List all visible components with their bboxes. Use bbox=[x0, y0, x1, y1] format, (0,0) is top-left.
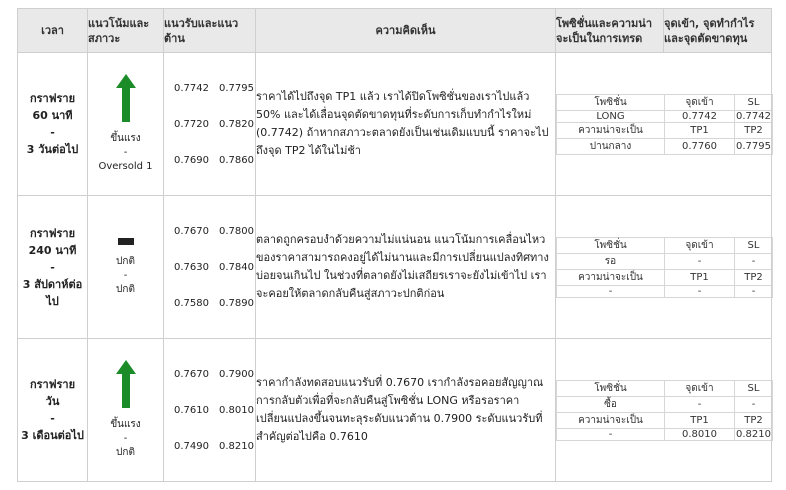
trend-cell bbox=[88, 53, 164, 196]
position-grid-cell: - bbox=[735, 253, 773, 269]
trend-label: ปกติ bbox=[116, 255, 135, 267]
level-pair bbox=[164, 249, 255, 285]
level-pair bbox=[164, 356, 255, 392]
resistance-level: 0.7795 bbox=[219, 82, 254, 94]
support-level: 0.7742 bbox=[174, 82, 209, 94]
position-grid-cell: โพซิชั่น bbox=[557, 94, 665, 110]
header-comment: ความคิดเห็น bbox=[256, 9, 556, 53]
position-grid-cell: TP1 bbox=[665, 269, 735, 285]
trend-separator: - bbox=[123, 269, 128, 281]
position-grid-cell: SL bbox=[735, 237, 773, 253]
position-grid-cell: - bbox=[557, 428, 665, 440]
position-grid-cell: - bbox=[665, 285, 735, 297]
condition-label: ปกติ bbox=[116, 283, 135, 295]
level-pair bbox=[164, 106, 255, 142]
position-grid-cell: จุดเข้า bbox=[665, 94, 735, 110]
timeframe-line-4: 3 เดือนต่อไป bbox=[21, 429, 84, 442]
header-trend: แนวโน้มและสภาวะ bbox=[88, 9, 164, 53]
position-grid-cell: - bbox=[735, 396, 773, 412]
comment-cell: ราคาได้ไปถึงจุด TP1 แล้ว เราได้ปิดโพซิชั่นของเราไปแล้ว 50% และได้เลื่อนจุดตัดขาดทุนที่ระดับการเก็บทำกำไรใหม่ (0.7742) ถ้าหากสภาวะตลาดยังเป็นเช่นเดิมแบบนี้ ราคาจะไปถึงจุด TP2 ได้ในไม่ช้า bbox=[256, 53, 556, 196]
position-grid-cell: ความน่าจะเป็น bbox=[557, 122, 665, 138]
timeframe-line-2: 240 นาที bbox=[28, 243, 77, 257]
position-grid-cell: 0.8210 bbox=[736, 428, 771, 440]
support-level: 0.7490 bbox=[174, 440, 209, 452]
support-resistance-cell bbox=[164, 339, 256, 482]
position-grid-cell: - bbox=[665, 396, 735, 412]
trend-label: ขึ้นแรง bbox=[110, 133, 141, 144]
timeframe-cell bbox=[18, 53, 88, 196]
level-pair bbox=[164, 142, 255, 178]
position-grid bbox=[556, 380, 773, 441]
position-grid-cell: จุดเข้า bbox=[665, 380, 735, 396]
header-position: โพซิชั่นและความน่าจะเป็นในการเทรด bbox=[556, 9, 664, 53]
position-grid-cell: 0.7795 bbox=[735, 138, 773, 154]
table-row bbox=[18, 339, 772, 482]
position-grid-cell: - bbox=[665, 253, 735, 269]
header-time: เวลา bbox=[18, 9, 88, 53]
position-grid-cell: รอ bbox=[557, 253, 665, 269]
position-grid-cell: - bbox=[557, 285, 665, 297]
position-entry-cell bbox=[556, 53, 772, 196]
trend-cell bbox=[88, 339, 164, 482]
timeframe-separator: - bbox=[50, 412, 55, 425]
timeframe-line-4: 3 สัปดาห์ต่อไป bbox=[22, 277, 83, 308]
trend-cell bbox=[88, 196, 164, 339]
position-entry-cell bbox=[556, 339, 772, 482]
comment-cell: ตลาดถูกครอบงำด้วยความไม่แน่นอน แนวโน้มการเคลื่อนไหวของราคาสามารถคงอยู่ได้ไม่นานและมีการเปลี่ยนแปลงทิศทางบ่อยจนเกินไป ในช่วงที่ตลาดยังไม่เสถียรเราจะยังไม่เข้าไป เราจะคอยให้ตลาดกลับคืนสู่สภาวะปกติก่อน bbox=[256, 196, 556, 339]
resistance-level: 0.8210 bbox=[219, 440, 254, 452]
position-grid-cell: SL bbox=[735, 94, 773, 110]
support-level: 0.7610 bbox=[174, 404, 209, 416]
trend-separator: - bbox=[123, 147, 128, 158]
position-grid-cell: TP2 bbox=[735, 412, 773, 428]
position-grid-cell: LONG bbox=[557, 110, 665, 122]
timeframe-line-2: 60 นาที bbox=[32, 109, 73, 122]
position-grid bbox=[556, 94, 773, 155]
timeframe-cell bbox=[18, 339, 88, 482]
position-grid-cell: ความน่าจะเป็น bbox=[557, 269, 665, 285]
position-grid-cell: - bbox=[735, 285, 773, 297]
arrow-up-icon bbox=[88, 360, 163, 408]
resistance-level: 0.7840 bbox=[219, 261, 254, 273]
timeframe-line-1: กราฟราย bbox=[29, 378, 76, 391]
position-grid-cell: TP1 bbox=[665, 412, 735, 428]
position-grid-cell: 0.7760 bbox=[665, 138, 735, 154]
timeframe-cell bbox=[18, 196, 88, 339]
resistance-level: 0.7860 bbox=[219, 154, 254, 166]
timeframe-line-1: กราฟราย bbox=[29, 226, 76, 240]
timeframe-separator: - bbox=[50, 126, 55, 139]
position-grid-cell: โพซิชั่น bbox=[557, 237, 665, 253]
support-level: 0.7630 bbox=[174, 261, 209, 273]
timeframe-line-2: วัน bbox=[45, 395, 60, 408]
support-resistance-cell bbox=[164, 53, 256, 196]
level-pair bbox=[164, 70, 255, 106]
level-pair bbox=[164, 428, 255, 464]
support-level: 0.7670 bbox=[174, 225, 209, 237]
position-grid-cell: TP2 bbox=[735, 122, 773, 138]
resistance-level: 0.8010 bbox=[219, 404, 254, 416]
condition-label: Oversold 1 bbox=[98, 161, 153, 172]
support-level: 0.7690 bbox=[174, 154, 209, 166]
support-level: 0.7670 bbox=[174, 368, 209, 380]
resistance-level: 0.7800 bbox=[219, 225, 254, 237]
timeframe-separator: - bbox=[50, 260, 55, 274]
header-entry: จุดเข้า, จุดทำกำไรและจุดตัดขาดทุน bbox=[664, 9, 772, 53]
trend-label: ขึ้นแรง bbox=[110, 419, 141, 430]
position-grid-cell: 0.7742 bbox=[736, 110, 771, 122]
position-grid-cell: ซื้อ bbox=[557, 396, 665, 412]
condition-label: ปกติ bbox=[116, 447, 135, 458]
resistance-level: 0.7900 bbox=[219, 368, 254, 380]
position-grid-cell: 0.7742 bbox=[665, 110, 735, 122]
header-support-resistance: แนวรับและแนวต้าน bbox=[164, 9, 256, 53]
forecast-table bbox=[17, 8, 772, 482]
position-grid-cell: ปานกลาง bbox=[557, 138, 665, 154]
comment-cell: ราคากำลังทดสอบแนวรับที่ 0.7670 เรากำลังรอคอยสัญญาณการกลับตัวเพื่อที่จะกลับคืนสู่โพซิชั่น LONG หรือรอราคาเปลี่ยนแปลงขึ้นจนทะลุระดับแนวต้าน 0.7900 ระดับแนวรับที่สำคัญต่อไปคือ 0.7610 bbox=[256, 339, 556, 482]
arrow-up-icon bbox=[88, 74, 163, 122]
table-row bbox=[18, 196, 772, 339]
level-pair bbox=[164, 285, 255, 321]
level-pair bbox=[164, 213, 255, 249]
timeframe-line-4: 3 วันต่อไป bbox=[26, 143, 79, 156]
support-level: 0.7720 bbox=[174, 118, 209, 130]
resistance-level: 0.7820 bbox=[219, 118, 254, 130]
table-row bbox=[18, 53, 772, 196]
position-grid-cell: SL bbox=[735, 380, 773, 396]
position-entry-cell bbox=[556, 196, 772, 339]
timeframe-line-1: กราฟราย bbox=[29, 92, 76, 105]
trend-separator: - bbox=[123, 433, 128, 444]
position-grid-cell: TP2 bbox=[735, 269, 773, 285]
level-pair bbox=[164, 392, 255, 428]
support-resistance-cell bbox=[164, 196, 256, 339]
position-grid bbox=[556, 237, 773, 298]
position-grid-cell: 0.8010 bbox=[665, 428, 735, 440]
support-level: 0.7580 bbox=[174, 297, 209, 309]
position-grid-cell: TP1 bbox=[665, 122, 735, 138]
position-grid-cell: จุดเข้า bbox=[665, 237, 735, 253]
position-grid-cell: โพซิชั่น bbox=[557, 380, 665, 396]
resistance-level: 0.7890 bbox=[219, 297, 254, 309]
header-row bbox=[18, 9, 772, 53]
dash-icon bbox=[118, 238, 134, 245]
position-grid-cell: ความน่าจะเป็น bbox=[557, 412, 665, 428]
